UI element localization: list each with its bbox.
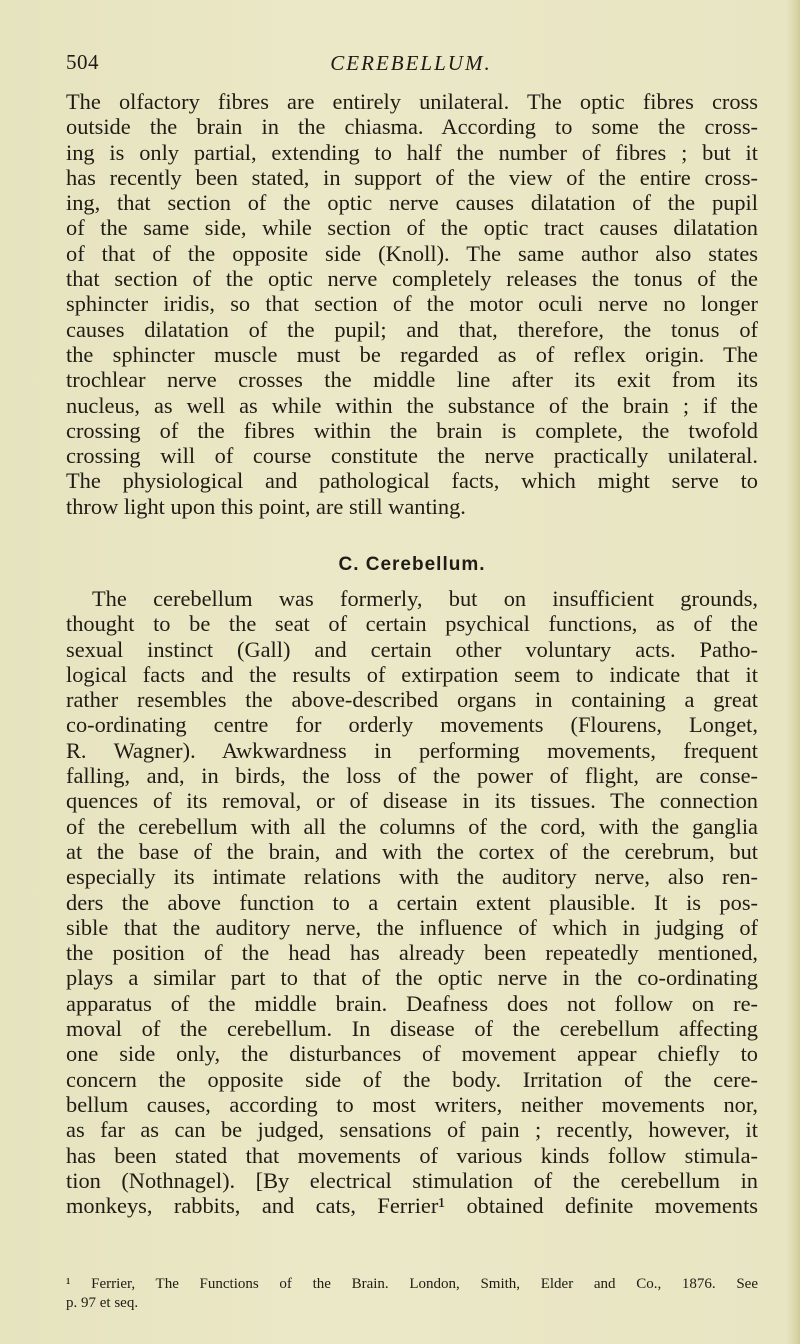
footnote [66, 1275, 758, 1313]
text-line: co-ordinating centre for orderly movements (Flourens, Longet, [66, 712, 758, 738]
text-line: rather resembles the above-described organs in containing a great [66, 687, 758, 713]
text-line: crossing of the fibres within the brain is complete, the twofold [66, 417, 758, 443]
text-line: one side only, the disturbances of movement appear chiefly to [66, 1041, 758, 1067]
text-line: ing, that section of the optic nerve causes dilatation of the pupil [66, 190, 758, 216]
text-line: as far as can be judged, sensations of pain ; recently, however, it [66, 1117, 758, 1143]
text-line: apparatus of the middle brain. Deafness does not follow on re- [66, 990, 758, 1016]
text-line: of the same side, while section of the optic tract causes dilatation [66, 215, 758, 241]
text-line: The olfactory fibres are entirely unilateral. The optic fibres cross [66, 89, 758, 114]
text-line: sexual instinct (Gall) and certain other voluntary acts. Patho- [66, 636, 758, 662]
page-edge-shadow [786, 0, 800, 1344]
page-number: 504 [66, 50, 99, 74]
text-line: has recently been stated, in support of the view of the entire cross- [66, 164, 758, 190]
text-line: logical facts and the results of extirpation seem to indicate that it [66, 661, 758, 687]
text-line: nucleus, as well as while within the substance of the brain ; if the [66, 392, 758, 418]
text-line: The cerebellum was formerly, but on insufficient grounds, [92, 586, 758, 611]
footnote-line: p. 97 et seq. [66, 1295, 139, 1311]
text-line: ing is only partial, extending to half the number of fibres ; but it [66, 139, 758, 165]
running-head: CEREBELLUM. [330, 51, 492, 75]
paragraph-olfactory-optic [66, 89, 758, 519]
text-line: falling, and, in birds, the loss of the power of flight, are conse- [66, 763, 758, 789]
text-line: throw light upon this point, are still wanting. [66, 493, 466, 519]
text-line: quences of its removal, or of disease in its tissues. The connection [66, 788, 758, 814]
text-line: the sphincter muscle must be regarded as of reflex origin. The [66, 341, 758, 367]
text-line: causes dilatation of the pupil; and that, therefore, the tonus of [66, 316, 758, 342]
text-line: R. Wagner). Awkwardness in performing movements, frequent [66, 737, 758, 763]
text-line: sible that the auditory nerve, the influence of which in judging of [66, 914, 758, 940]
text-line: moval of the cerebellum. In disease of the cerebellum affecting [66, 1016, 758, 1042]
text-line: of the cerebellum with all the columns of the cord, with the ganglia [66, 813, 758, 839]
page-header [66, 50, 756, 82]
text-line: the position of the head has already been repeatedly mentioned, [66, 940, 758, 966]
text-line: crossing will of course constitute the nerve practically unilateral. [66, 443, 758, 469]
text-line: at the base of the brain, and with the cortex of the cerebrum, but [66, 838, 758, 864]
text-line: monkeys, rabbits, and cats, Ferrier¹ obtained definite movements [66, 1193, 758, 1219]
text-line: tion (Nothnagel). [By electrical stimulation of the cerebellum in [66, 1167, 758, 1193]
section-heading: C. Cerebellum. [338, 554, 486, 575]
text-line: trochlear nerve crosses the middle line after its exit from its [66, 367, 758, 393]
footnote-line: ¹ Ferrier, The Functions of the Brain. London, Smith, Elder and Co., 1876. See [66, 1276, 758, 1292]
text-line: thought to be the seat of certain psychical functions, as of the [66, 611, 758, 637]
text-line: ders the above function to a certain extent plausible. It is pos- [66, 889, 758, 915]
text-line: has been stated that movements of various kinds follow stimula- [66, 1142, 758, 1168]
text-line: outside the brain in the chiasma. According to some the cross- [66, 114, 758, 140]
paragraph-cerebellum [66, 586, 758, 1218]
text-line: especially its intimate relations with the auditory nerve, also ren- [66, 864, 758, 890]
text-line: concern the opposite side of the body. Irritation of the cere- [66, 1066, 758, 1092]
text-line: The physiological and pathological facts, which might serve to [66, 468, 758, 494]
text-line: bellum causes, according to most writers, neither movements nor, [66, 1091, 758, 1117]
text-line: sphincter iridis, so that section of the motor oculi nerve no longer [66, 291, 758, 317]
text-line: plays a similar part to that of the optic nerve in the co-ordinating [66, 965, 758, 991]
text-line: of that of the opposite side (Knoll). The same author also states [66, 240, 758, 266]
text-line: that section of the optic nerve completely releases the tonus of the [66, 266, 758, 292]
